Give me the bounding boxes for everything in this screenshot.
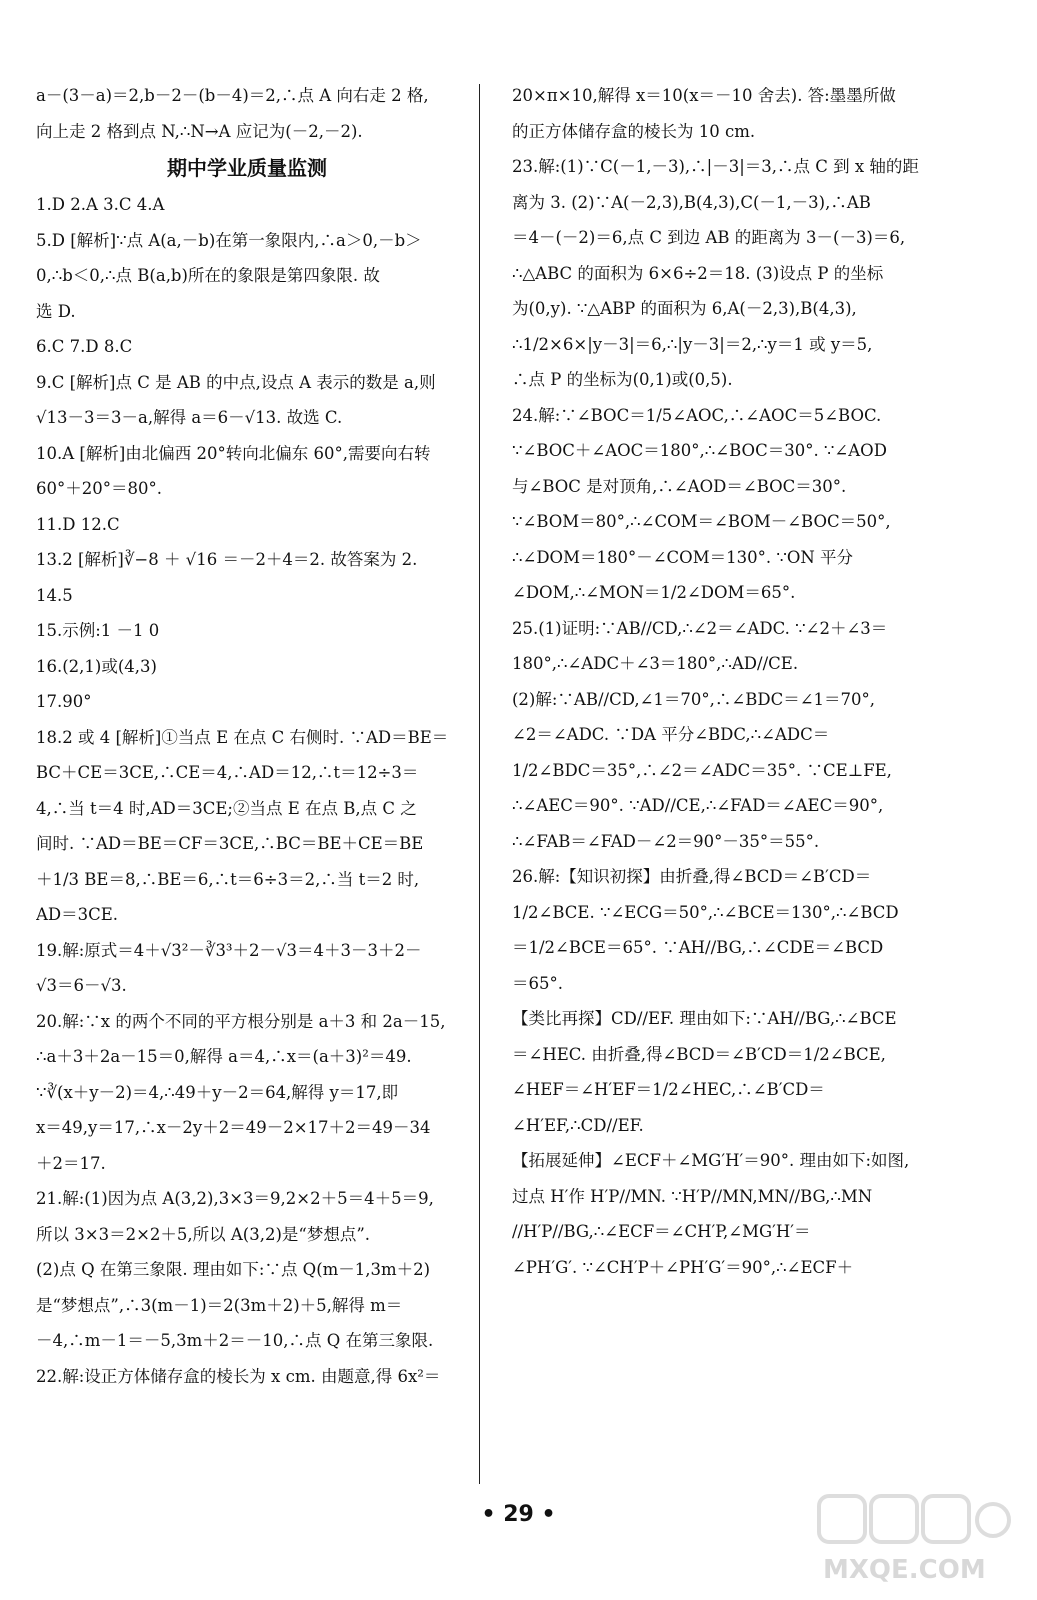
text-line: (2)点 Q 在第三象限. 理由如下:∵点 Q(m－1,3m＋2) xyxy=(36,1260,431,1279)
text-line: 【拓展延伸】∠ECF＋∠MG′H′＝90°. 理由如下:如图, xyxy=(512,1151,910,1170)
text-line: ∠DOM,∴∠MON＝1/2∠DOM＝65°. xyxy=(512,583,796,602)
text-line: ∴∠DOM＝180°－∠COM＝130°. ∵ON 平分 xyxy=(512,547,854,567)
text-line: 1.D 2.A 3.C 4.A xyxy=(36,195,165,214)
column-divider xyxy=(479,84,480,1484)
text-line: 13.2 [解析]∛−8 ＋ √16 ＝－2＋4＝2. 故答案为 2. xyxy=(36,550,418,569)
text-line: ∵∛(x＋y－2)＝4,∴49＋y－2＝64,解得 y＝17,即 xyxy=(36,1082,399,1102)
text-line: 24.解:∵∠BOC＝1/5∠AOC,∴∠AOC＝5∠BOC. xyxy=(512,405,882,425)
text-line: ＝4－(－2)＝6,点 C 到边 AB 的距离为 3－(－3)＝6, xyxy=(512,228,906,247)
text-line: 是“梦想点”,∴3(m－1)＝2(3m＋2)＋5,解得 m＝ xyxy=(36,1295,403,1315)
text-line: 20×π×10,解得 x＝10(x＝－10 舍去). 答:墨墨所做 xyxy=(512,86,896,105)
text-line: ＋2＝17. xyxy=(36,1153,106,1173)
text-line: ∴a＋3＋2a－15＝0,解得 a＝4,∴x＝(a＋3)²＝49. xyxy=(36,1047,412,1066)
text-line: ∠HEF＝∠H′EF＝1/2∠HEC,∴∠B′CD＝ xyxy=(512,1080,825,1099)
text-line: 11.D 12.C xyxy=(36,514,120,534)
text-line: 6.C 7.D 8.C xyxy=(36,337,133,356)
text-line: ∴△ABC 的面积为 6×6÷2＝18. (3)设点 P 的坐标 xyxy=(512,263,884,283)
text-line: ＋1/3 BE＝8,∴BE＝6,∴t＝6÷3＝2,∴当 t＝2 时, xyxy=(36,869,420,889)
text-line: 向上走 2 格到点 N,∴N→A 应记为(－2,－2). xyxy=(36,121,363,141)
text-line: 5.D [解析]∵点 A(a,－b)在第一象限内,∴a＞0,－b＞ xyxy=(36,230,422,250)
text-line: a－(3－a)＝2,b－2－(b－4)＝2,∴点 A 向右走 2 格, xyxy=(36,86,429,105)
text-line: 14.5 xyxy=(36,585,73,605)
text-line: 【类比再探】CD//EF. 理由如下:∵AH//BG,∴∠BCE xyxy=(512,1009,897,1028)
text-line: 所以 3×3＝2×2＋5,所以 A(3,2)是“梦想点”. xyxy=(36,1224,371,1244)
text-line: 60°＋20°＝80°. xyxy=(36,479,162,498)
text-line: 17.90° xyxy=(36,692,92,711)
text-line: 180°,∴∠ADC＋∠3＝180°,∴AD//CE. xyxy=(512,654,799,673)
text-line: x＝49,y＝17,∴x－2y＋2＝49－2×17＋2＝49－34 xyxy=(36,1118,431,1137)
text-line: ∴∠FAB＝∠FAD－∠2＝90°－35°＝55°. xyxy=(512,831,820,851)
left-column xyxy=(36,78,458,1394)
section-title: 期中学业质量监测 xyxy=(167,156,327,180)
page-number: • 29 • xyxy=(481,1502,556,1527)
text-line: 0,∴b＜0,∴点 B(a,b)所在的象限是第四象限. 故 xyxy=(36,266,380,285)
text-line: 25.(1)证明:∵AB//CD,∴∠2＝∠ADC. ∵∠2＋∠3＝ xyxy=(512,618,888,638)
text-line: ＝65°. xyxy=(512,973,563,993)
text-line: 间时. ∵AD＝BE＝CF＝3CE,∴BC＝BE＋CE＝BE xyxy=(36,834,424,853)
text-line: ∴点 P 的坐标为(0,1)或(0,5). xyxy=(512,370,733,389)
text-line: BC＋CE＝3CE,∴CE＝4,∴AD＝12,∴t＝12÷3＝ xyxy=(36,763,419,782)
text-line: ∵∠BOM＝80°,∴∠COM＝∠BOM－∠BOC＝50°, xyxy=(512,512,891,531)
text-line: ∵∠BOC＋∠AOC＝180°,∴∠BOC＝30°. ∵∠AOD xyxy=(512,441,887,460)
text-line: 4,∴当 t＝4 时,AD＝3CE;②当点 E 在点 B,点 C 之 xyxy=(36,798,417,818)
text-line: √13－3＝3－a,解得 a＝6－√13. 故选 C. xyxy=(36,408,343,427)
text-line: ＝1/2∠BCE＝65°. ∵AH//BG,∴∠CDE＝∠BCD xyxy=(512,938,884,957)
text-line: 的正方体储存盒的棱长为 10 cm. xyxy=(512,121,756,141)
text-line: 21.解:(1)因为点 A(3,2),3×3＝9,2×2＋5＝4＋5＝9, xyxy=(36,1189,434,1208)
text-line: //H′P//BG,∴∠ECF＝∠CH′P,∠MG′H′＝ xyxy=(512,1222,811,1241)
text-line: 10.A [解析]由北偏西 20°转向北偏东 60°,需要向右转 xyxy=(36,443,431,463)
text-line: AD＝3CE. xyxy=(36,905,119,924)
text-line: 1/2∠BDC＝35°,∴∠2＝∠ADC＝35°. ∵CE⊥FE, xyxy=(512,760,892,780)
text-line: √3＝6－√3. xyxy=(36,976,127,995)
text-line: ＝∠HEC. 由折叠,得∠BCD＝∠B′CD＝1/2∠BCE, xyxy=(512,1044,886,1064)
text-line: 1/2∠BCE. ∵∠ECG＝50°,∴∠BCE＝130°,∴∠BCD xyxy=(512,902,899,922)
svg-text:MXQE.COM: MXQE.COM xyxy=(823,1555,986,1585)
text-line: 23.解:(1)∵C(－1,－3),∴|－3|＝3,∴点 C 到 x 轴的距 xyxy=(512,157,919,176)
text-line: ∠H′EF,∴CD//EF. xyxy=(512,1115,644,1135)
text-line: 与∠BOC 是对顶角,∴∠AOD＝∠BOC＝30°. xyxy=(512,476,847,496)
text-line: 16.(2,1)或(4,3) xyxy=(36,656,157,676)
text-line: 22.解:设正方体储存盒的棱长为 x cm. 由题意,得 6x²＝ xyxy=(36,1366,441,1386)
text-line: 15.示例:1 －1 0 xyxy=(36,621,160,640)
text-line: 选 D. xyxy=(36,301,76,321)
text-line: 26.解:【知识初探】由折叠,得∠BCD＝∠B′CD＝ xyxy=(512,867,872,886)
text-line: 18.2 或 4 [解析]①当点 E 在点 C 右侧时. ∵AD＝BE＝ xyxy=(36,727,449,747)
text-line: ∠PH′G′. ∵∠CH′P＋∠PH′G′＝90°,∴∠ECF＋ xyxy=(512,1257,854,1277)
watermark-logo xyxy=(813,1490,1013,1586)
text-line: 9.C [解析]点 C 是 AB 的中点,设点 A 表示的数是 a,则 xyxy=(36,372,436,392)
text-line: －4,∴m－1＝－5,3m＋2＝－10,∴点 Q 在第三象限. xyxy=(36,1331,434,1350)
text-line: 为(0,y). ∵△ABP 的面积为 6,A(－2,3),B(4,3), xyxy=(512,299,857,318)
text-line: ∴∠AEC＝90°. ∵AD//CE,∴∠FAD＝∠AEC＝90°, xyxy=(512,796,884,815)
text-line: 过点 H′作 H′P//MN. ∵H′P//MN,MN//BG,∴MN xyxy=(512,1186,873,1206)
text-line: (2)解:∵AB//CD,∠1＝70°,∴∠BDC＝∠1＝70°, xyxy=(512,689,876,709)
text-line: 20.解:∵x 的两个不同的平方根分别是 a＋3 和 2a－15, xyxy=(36,1011,446,1031)
text-line: 19.解:原式＝4＋√3²－∛3³＋2－√3＝4＋3－3＋2－ xyxy=(36,940,422,960)
text-line: ∠2＝∠ADC. ∵DA 平分∠BDC,∴∠ADC＝ xyxy=(512,725,830,744)
right-column xyxy=(512,78,957,1285)
text-line: 离为 3. (2)∵A(－2,3),B(4,3),C(－1,－3),∴AB xyxy=(512,192,871,212)
text-line: ∴1/2×6×|y－3|＝6,∴|y－3|＝2,∴y＝1 或 y＝5, xyxy=(512,334,873,354)
